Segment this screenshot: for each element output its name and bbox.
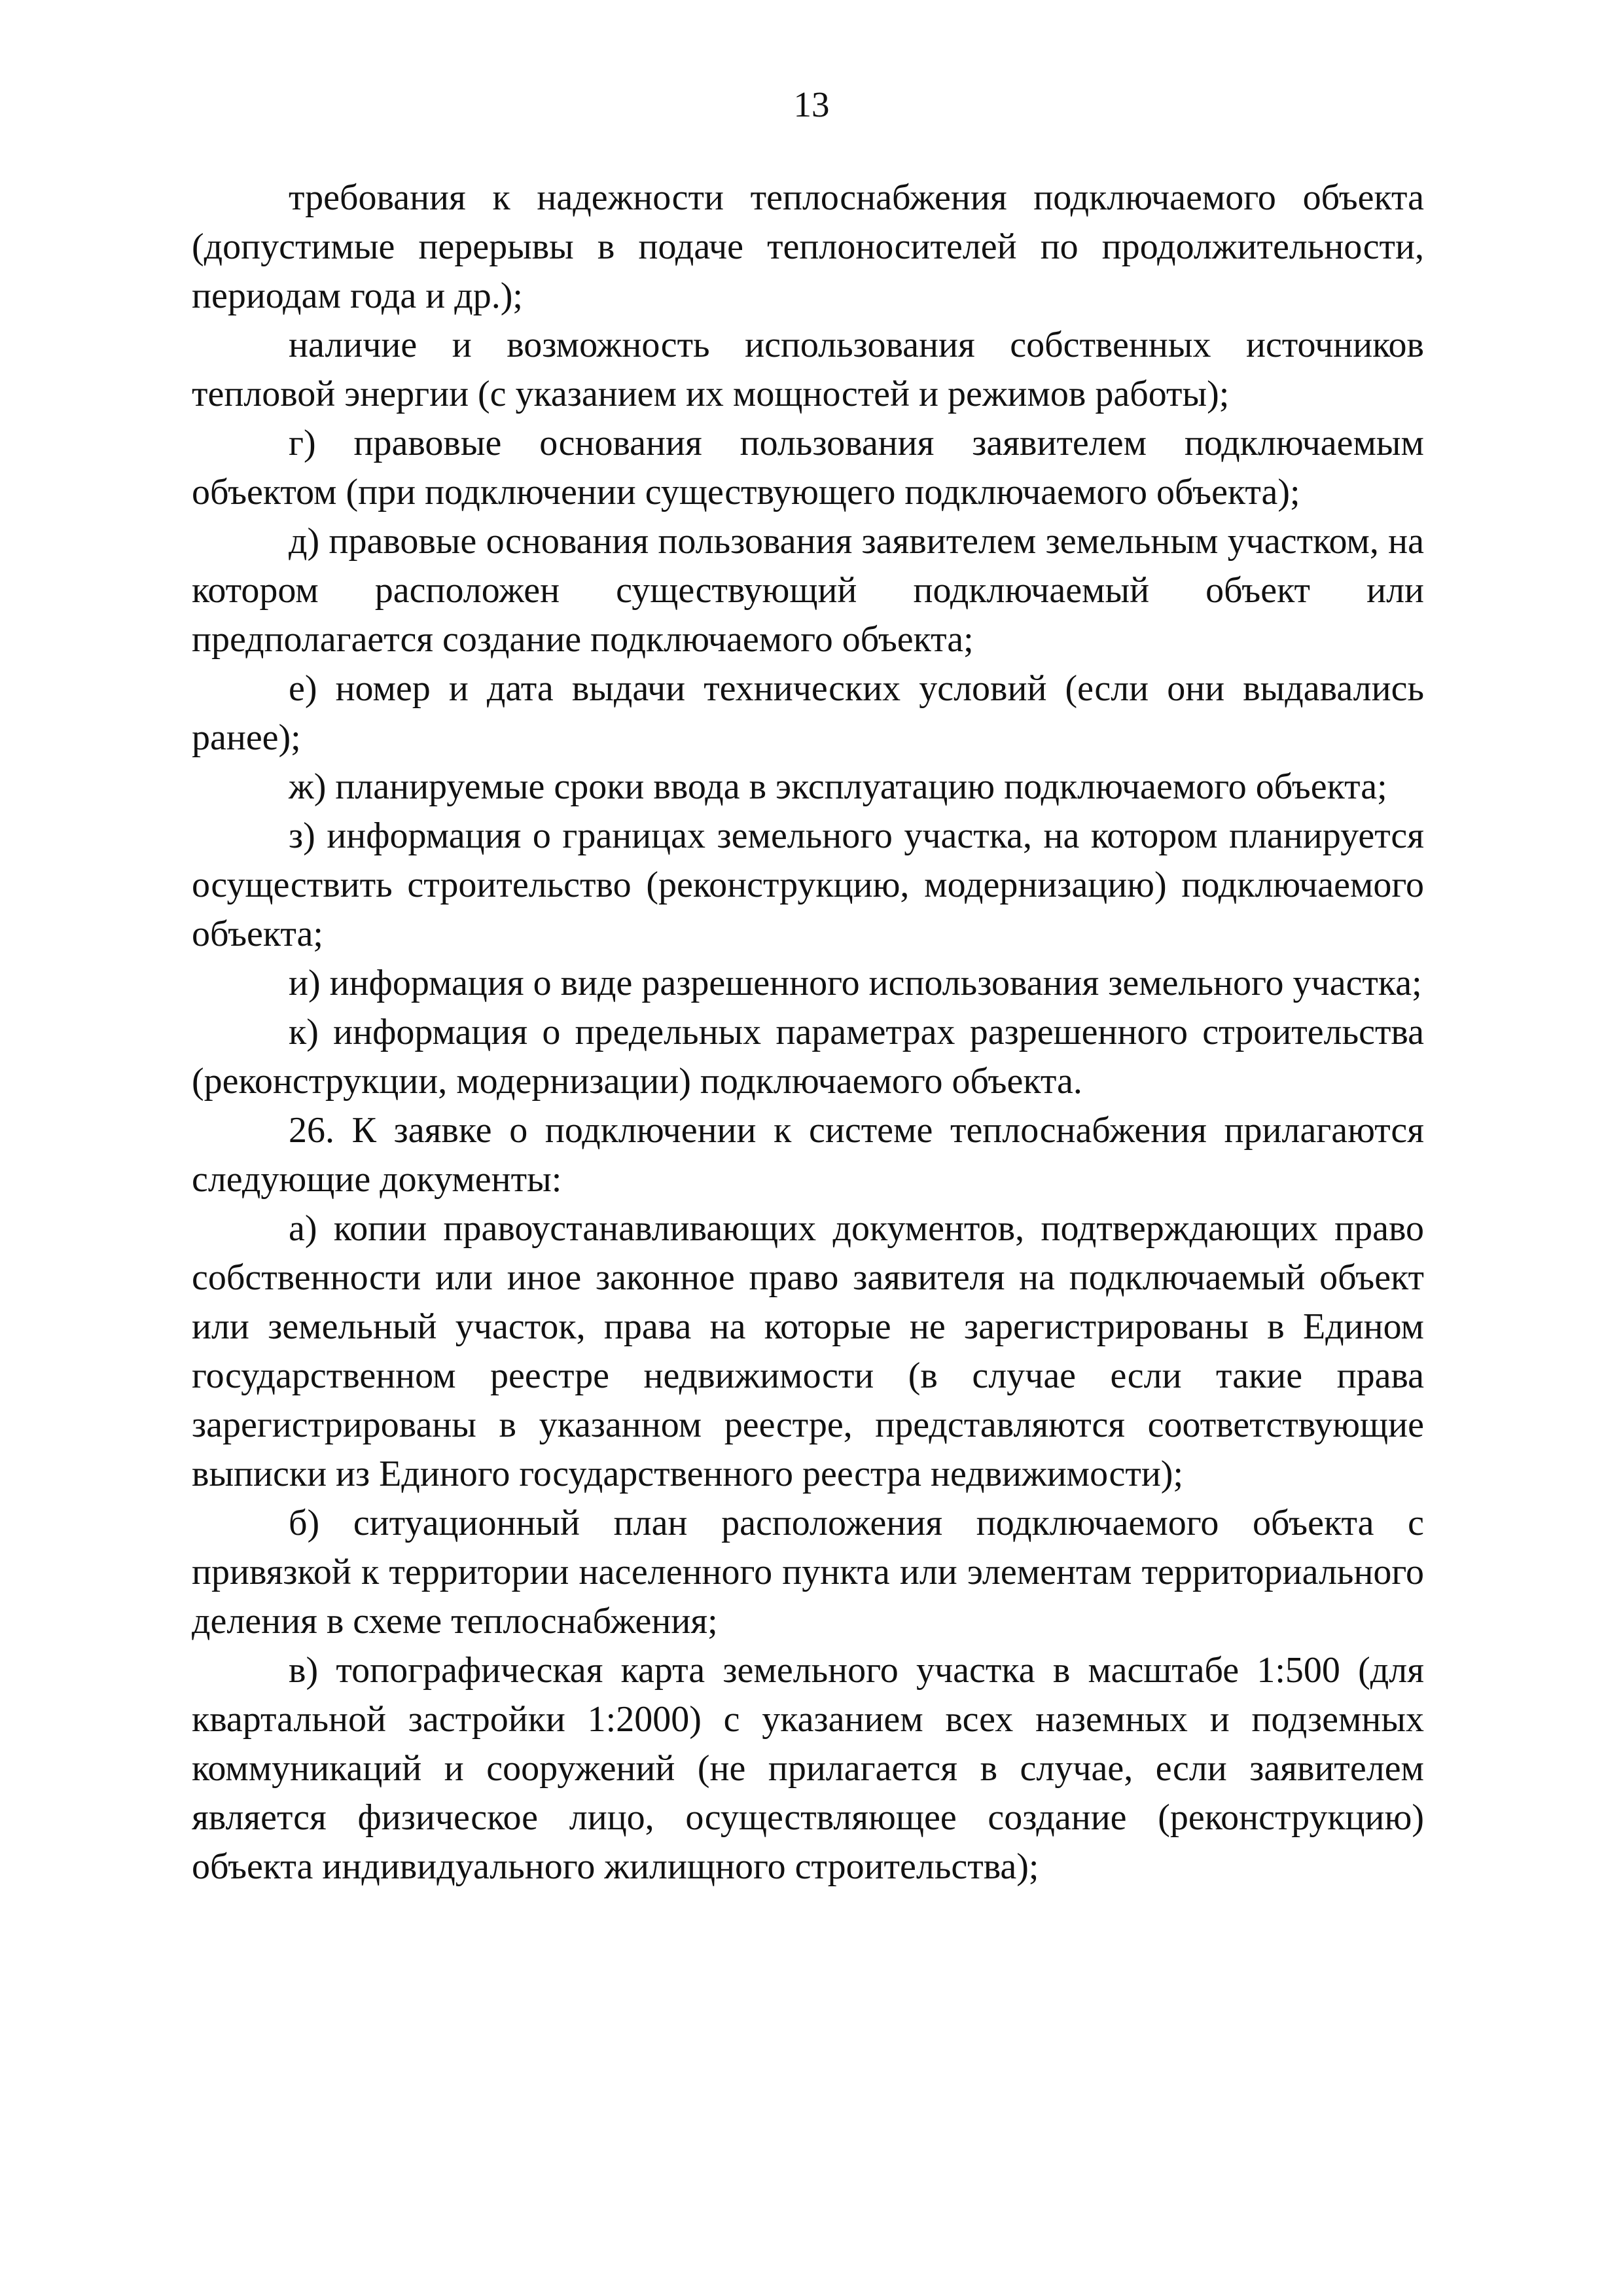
- paragraph-item-b: б) ситуационный план расположения подключаемого объекта с привязкой к территории населенного пункта или элементам территориального деления в схеме теплоснабжения;: [192, 1503, 1424, 1641]
- document-body: [192, 173, 1424, 1892]
- paragraph-item-k: к) информация о предельных параметрах разрешенного строительства (реконструкции, модернизации) подключаемого объекта.: [192, 1012, 1424, 1102]
- paragraph-reliability-requirements: требования к надежности теплоснабжения подключаемого объекта (допустимые перерывы в подаче теплоносителей по продолжительности, периодам года и др.);: [192, 177, 1424, 316]
- paragraph-item-e: е) номер и дата выдачи технических условий (если они выдавались ранее);: [192, 668, 1424, 758]
- paragraph-item-zh: ж) планируемые сроки ввода в эксплуатацию подключаемого объекта;: [289, 766, 1387, 807]
- page-number: 13: [793, 84, 830, 124]
- paragraph-item-v: в) топографическая карта земельного участка в масштабе 1:500 (для квартальной застройки 1:2000) с указанием всех наземных и подземных коммуникаций и сооружений (не прилагается в случае, если заявителем является физическое лицо, осуществляющее создание (реконструкцию) объекта индивидуального жилищного строительства);: [192, 1650, 1424, 1887]
- paragraph-item-z: з) информация о границах земельного участка, на котором планируется осуществить строительство (реконструкцию, модернизацию) подключаемого объекта;: [192, 816, 1424, 954]
- paragraph-item-i: и) информация о виде разрешенного использования земельного участка;: [289, 963, 1422, 1003]
- paragraph-section-26: 26. К заявке о подключении к системе теплоснабжения прилагаются следующие документы:: [192, 1110, 1424, 1200]
- paragraph-item-g: г) правовые основания пользования заявителем подключаемым объектом (при подключении существующего подключаемого объекта);: [192, 423, 1424, 512]
- paragraph-item-a: а) копии правоустанавливающих документов, подтверждающих право собственности или иное законное право заявителя на подключаемый объект или земельный участок, права на которые не зарегистрированы в Едином государственном реестре недвижимости (в случае если такие права зарегистрированы в указанном реестре, представляются соответствующие выписки из Единого государственного реестра недвижимости);: [192, 1208, 1424, 1494]
- paragraph-own-heat-sources: наличие и возможность использования собственных источников тепловой энергии (с указанием их мощностей и режимов работы);: [192, 325, 1424, 414]
- paragraph-item-d: д) правовые основания пользования заявителем земельным участком, на котором расположен существующий подключаемый объект или предполагается создание подключаемого объекта;: [192, 521, 1424, 660]
